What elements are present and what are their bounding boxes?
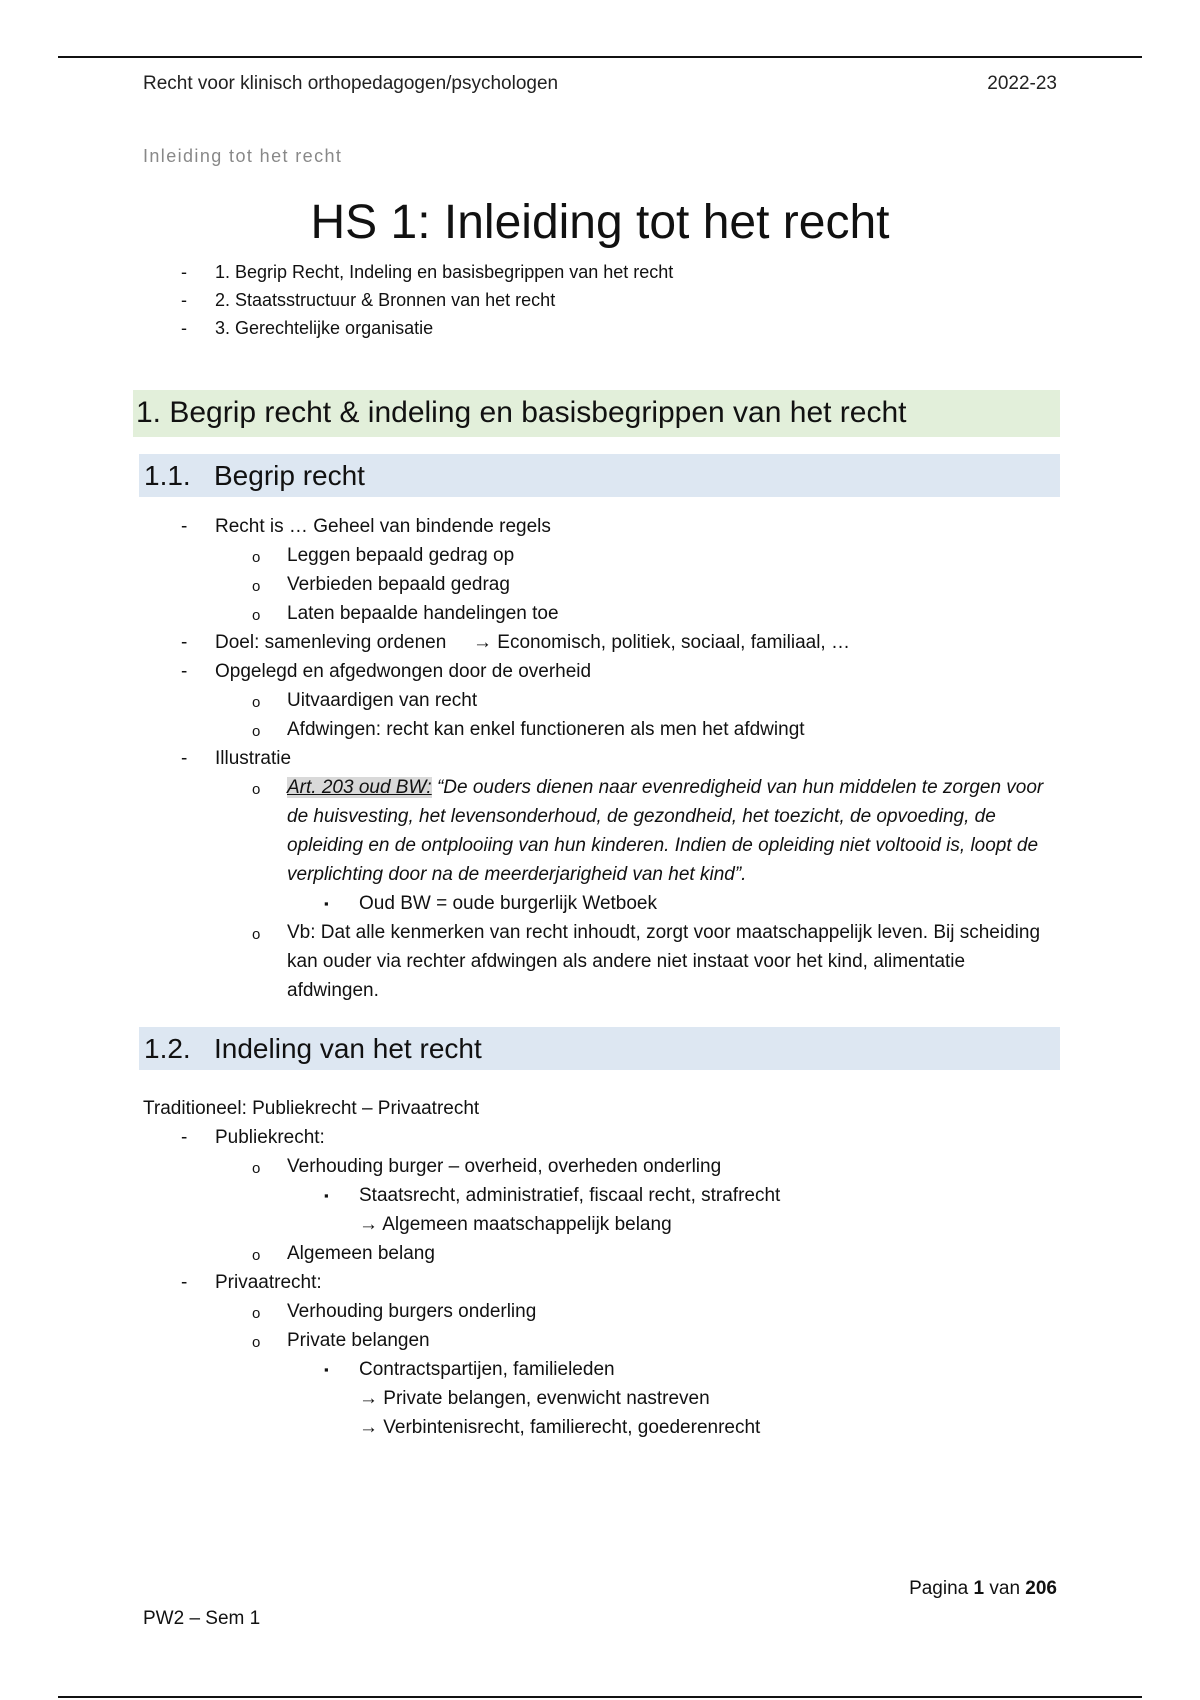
- quote-item: o Art. 203 oud BW: “De ouders dienen naar evenredigheid van hun middelen te zorgen voor de huisvesting, het levensonderhoud, de gezondheid, het toezicht, de opvoeding, de opleiding en de ontplooiing van hun kinderen. Indien de opleiding niet voltooid is, loopt de verplichting door na de meerderjarigheid van het kind”.: [143, 773, 1063, 889]
- list-item: - Publiekrecht:: [181, 1127, 325, 1148]
- list-item: → Verbintenisrecht, familierecht, goederenrecht: [359, 1417, 761, 1438]
- list-item: - Privaatrecht:: [181, 1272, 322, 1293]
- document-header-title: Recht voor klinisch orthopedagogen/psychologen: [143, 73, 559, 94]
- list-item: o Laten bepaalde handelingen toe: [252, 603, 559, 624]
- article-citation: Art. 203 oud BW:: [287, 777, 432, 798]
- section-1-1-content: [143, 512, 1063, 1005]
- chapter-title: HS 1: Inleiding tot het recht: [310, 196, 890, 249]
- list-item: ▪ Staatsrecht, administratief, fiscaal recht, strafrecht: [324, 1185, 781, 1206]
- heading-1-1: 1.1. Begrip recht: [139, 454, 1060, 497]
- legal-quote: Art. 203 oud BW: “De ouders dienen naar evenredigheid van hun middelen te zorgen voor de huisvesting, het levensonderhoud, de gezondheid, het toezicht, de opvoeding, de opleiding en de ontplooiing van hun kinderen. Indien de opleiding niet voltooid is, loopt de verplichting door na de meerderjarigheid van het kind”.: [287, 777, 1044, 885]
- list-item: o Vb: Dat alle kenmerken van recht inhoudt, zorgt voor maatschappelijk leven. Bij scheiding kan ouder via rechter afdwingen als andere niet instaat voor het kind, alimentatie afdwingen.: [252, 922, 1041, 1001]
- list-item: - Recht is … Geheel van bindende regels: [181, 516, 551, 537]
- list-item: o Verbieden bepaald gedrag: [252, 574, 510, 595]
- header-rule: [58, 56, 1142, 58]
- document-header-year: 2022-23: [987, 73, 1057, 94]
- heading-1-2: 1.2. Indeling van het recht: [139, 1027, 1060, 1070]
- footer-rule: [58, 1696, 1142, 1698]
- list-item: - Doel: samenleving ordenen → Economisch, politiek, sociaal, familiaal, …: [181, 632, 850, 653]
- list-item: o Leggen bepaald gedrag op: [252, 545, 515, 566]
- list-item: o Algemeen belang: [252, 1243, 435, 1264]
- list-item: - Opgelegd en afgedwongen door de overheid: [181, 661, 592, 682]
- list-item: → Algemeen maatschappelijk belang: [359, 1214, 672, 1235]
- footer-left: PW2 – Sem 1: [143, 1608, 261, 1629]
- section-1-2-content: [143, 1094, 1063, 1442]
- page-number: Pagina 1 van 206: [909, 1578, 1057, 1599]
- list-item: o Private belangen: [252, 1330, 430, 1351]
- list-item: ▪ Contractspartijen, familieleden: [324, 1359, 615, 1380]
- list-item: - Illustratie: [181, 748, 292, 769]
- paragraph: Traditioneel: Publiekrecht – Privaatrecht: [143, 1098, 480, 1119]
- section-label: Inleiding tot het recht: [143, 146, 343, 166]
- heading-1: 1. Begrip recht & indeling en basisbegrippen van het recht: [133, 390, 1060, 437]
- list-item: o Verhouding burger – overheid, overheden onderling: [252, 1156, 722, 1177]
- list-item: o Uitvaardigen van recht: [252, 690, 478, 711]
- list-item: o Verhouding burgers onderling: [252, 1301, 537, 1322]
- list-item: → Private belangen, evenwicht nastreven: [359, 1388, 710, 1409]
- list-item: ▪ Oud BW = oude burgerlijk Wetboek: [324, 893, 657, 914]
- list-item: o Afdwingen: recht kan enkel functioneren als men het afdwingt: [252, 719, 805, 740]
